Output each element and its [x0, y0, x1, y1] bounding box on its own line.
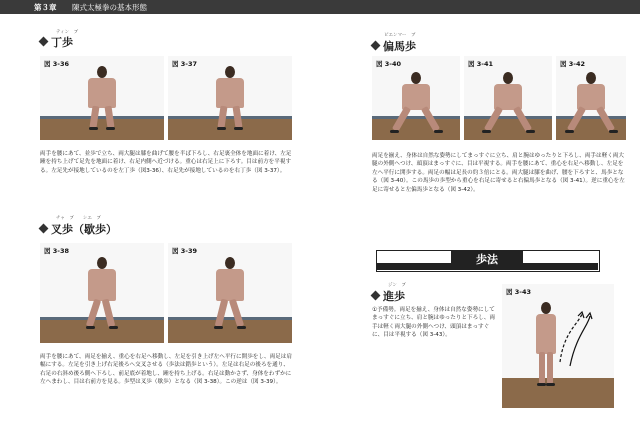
pianmabu-title: 偏馬歩	[383, 40, 416, 53]
figure-3-37	[168, 56, 292, 140]
figure-3-39	[168, 243, 292, 343]
diamond-bullet-icon	[371, 291, 381, 301]
figure-3-38	[40, 243, 164, 343]
chabu-title: 叉歩（歇歩）	[51, 223, 117, 236]
chabu-body-text: 両手を腰にあて、両足を揃え、重心を右足へ移動し、左足を引き上げ左へ平行に開歩をし、両足は肩幅にする。左足を引き上げ右足後ろへ交叉させる（歩法は錯歩という）。左足は右足の後ろを通り、右足の右斜め後ろ側へ下ろし、前足底が着地し、踵を持ち上げる。右足は動かさず、身体をわずかに左へまわし、目は右前方を見る。歩型は叉歩（歇歩）となる（図 3-38）。この逆は（図 3-39）。	[40, 354, 292, 386]
section-heading-dingbu	[40, 34, 73, 50]
figure-label: 図 3-39	[172, 247, 198, 255]
dingbu-body-text: 両手を腰にあて、並歩で立ち、両大腿は膝を曲げて腰を半ば下ろし、右足裏全体を地面に着け、左足踵を持ち上げて足先を地面に着け、右足内側へ近づける。重心は右足上に下ろす。目は前方を平視する。左足先が接地しているのを左丁歩（図3-36）、右足先が接地しているのを右丁歩（図 3-37）。	[40, 151, 292, 174]
jinbu-ruby: ジン ブ	[388, 283, 406, 288]
figure-label: 図 3-40	[376, 60, 402, 68]
movement-arrows-icon	[556, 310, 596, 370]
figure-label: 図 3-42	[560, 60, 586, 68]
figure-3-36	[40, 56, 164, 140]
figure-3-43	[502, 284, 614, 408]
figure-3-40	[372, 56, 460, 140]
section-heading-pianmabu	[372, 38, 416, 54]
dingbu-ruby: ティン ブ	[56, 30, 79, 35]
diamond-bullet-icon	[39, 224, 49, 234]
jinbu-title: 進歩	[383, 290, 405, 303]
section-heading-chabu	[40, 221, 117, 237]
diamond-bullet-icon	[39, 37, 49, 47]
pianmabu-ruby: ピエンマー ブ	[384, 33, 416, 38]
pianmabu-body-text: 両足を揃え、身体は自然な姿勢にしてまっすぐに立ち、肩と腕はゆったりと下ろし、両手は軽く両大腿の外側へつけ、頭頂はまっすぐに、目は平視する。両手を腰にあて、重心を右足へ移動し、左足を左へ平行に開歩する。両足の幅は足長の約３倍にとる。両大腿は膝を曲げ、腰を下ろすと、馬歩となる（図 3-40）。この馬歩の歩型から重心を右足に寄せると右偏馬歩となる（図 3-41）。逆に重心を左足に寄せると左偏馬歩となる（図 3-42）。	[372, 153, 625, 193]
figure-label: 図 3-38	[44, 247, 70, 255]
figure-label: 図 3-37	[172, 60, 198, 68]
chapter-number: 第３章	[34, 3, 57, 12]
figure-label: 図 3-36	[44, 60, 70, 68]
figure-label: 図 3-41	[468, 60, 494, 68]
chapter-title: 陳式太極拳の基本形態	[72, 3, 147, 12]
chabu-ruby: チャ ブ シエ ブ	[56, 216, 101, 221]
figure-3-41	[464, 56, 552, 140]
dingbu-title: 丁歩	[51, 36, 73, 49]
figure-3-42	[556, 56, 626, 140]
section-heading-jinbu	[372, 288, 405, 304]
jinbu-body-text: ①予備勢。両足を揃え、身体は自然な姿勢にしてまっすぐに立ち、肩と腕はゆったりと下ろし、両手は軽く両大腿の外側へつけ、頭頂はまっすぐに、目は平視する（図 3-43）。	[372, 307, 496, 339]
diamond-bullet-icon	[371, 41, 381, 51]
stepping-banner-title: 歩法	[451, 250, 523, 270]
figure-label: 図 3-43	[506, 288, 532, 296]
